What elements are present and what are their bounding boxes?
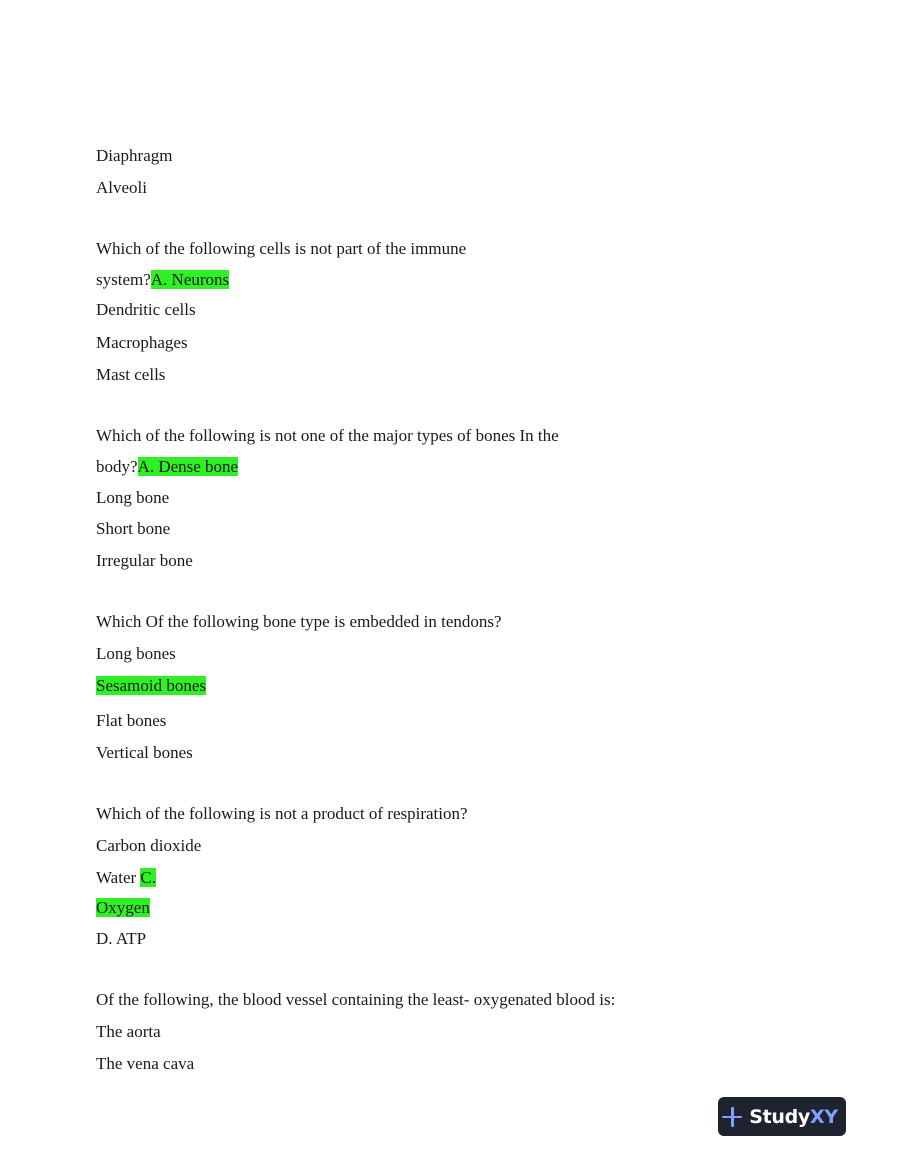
answer-option: Diaphragm (96, 146, 173, 165)
answer-option: The vena cava (96, 1054, 195, 1073)
answer-option (96, 897, 150, 919)
answer-option: Mast cells (96, 365, 166, 384)
question-text: Which of the following is not one of the major types of bones In the (96, 426, 559, 445)
highlighted-answer: A. Dense bone (137, 457, 239, 476)
answer-option: Flat bones (96, 711, 167, 730)
highlighted-answer: A. Neurons (150, 270, 230, 289)
answer-option: Long bones (96, 644, 176, 663)
answer-option: D. ATP (96, 929, 147, 948)
answer-option-text: Water (96, 868, 141, 887)
answer-option: Vertical bones (96, 743, 193, 762)
answer-option: Long bone (96, 488, 170, 507)
question-text: Which of the following is not a product of respiration? (96, 804, 468, 823)
question-text-end: body? (96, 457, 138, 476)
answer-option: Alveoli (96, 178, 147, 197)
answer-option: Macrophages (96, 333, 188, 352)
question-text: Which Of the following bone type is embedded in tendons? (96, 612, 502, 631)
highlighted-answer: Oxygen (96, 898, 150, 917)
question-text: Which of the following cells is not part of the immune (96, 239, 467, 258)
answer-option: Carbon dioxide (96, 836, 202, 855)
question-text (96, 456, 238, 478)
studyxy-watermark (718, 1097, 846, 1136)
brand-main: Study (749, 1105, 810, 1128)
highlighted-answer: C. (140, 868, 157, 887)
brand-accent: XY (809, 1105, 838, 1128)
answer-option (96, 675, 206, 697)
question-text (96, 269, 229, 291)
answer-option (96, 867, 156, 889)
highlighted-answer: Sesamoid bones (96, 676, 207, 695)
answer-option: Irregular bone (96, 551, 193, 570)
brand-name (749, 1106, 838, 1128)
answer-option: Short bone (96, 519, 171, 538)
answer-option: Dendritic cells (96, 300, 196, 319)
plus-icon (722, 1107, 742, 1127)
question-text-end: system? (96, 270, 151, 289)
question-text: Of the following, the blood vessel containing the least- oxygenated blood is: (96, 990, 616, 1009)
answer-option: The aorta (96, 1022, 161, 1041)
